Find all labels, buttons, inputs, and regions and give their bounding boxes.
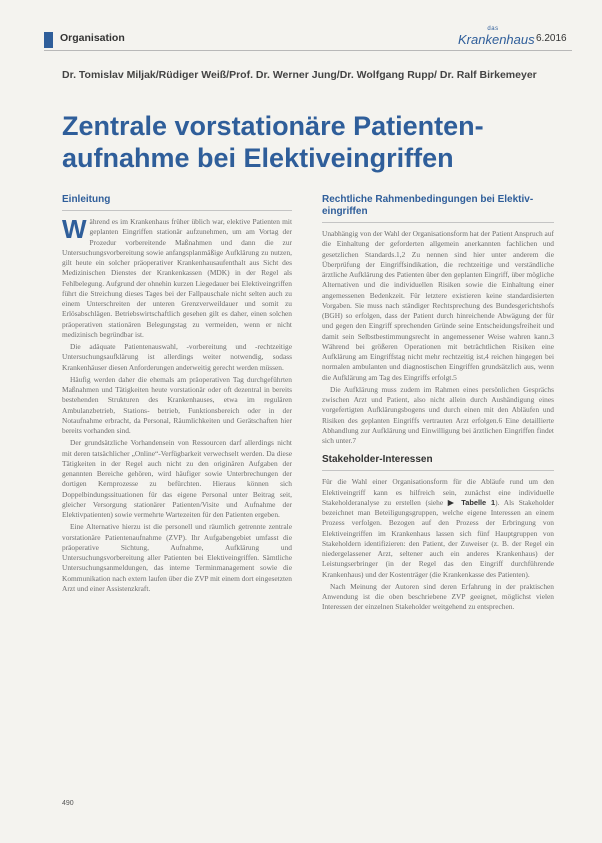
paragraph: Die adäquate Patientenauswahl, -vorbereitung und -rechtzeitige Untersuchungsaufklärung ist allerdings weiter notwendig, sodass Krankenhäuser diesen Anforderungen anderweitig gerecht werden müssen. xyxy=(62,342,292,372)
paragraph-text: ährend es im Krankenhaus früher üblich war, elektive Patienten mit geplanten Eingriffen stationär aufzunehmen, um am Vortag der Prozedur vorbereitende Maßnahmen und dann die zur Untersuchungsvorbereitung sowie anfangsplanmäßige Aufklärung zu nutzen, gilt heute ein solcher präoperativer Krankenhausaufenthalt aus Sicht des Medizinischen Dienstes der Krankenkassen (MDK) in der Regel als Fehlbelegung. Aufgrund der ohnehin kurzen Liegedauer bei Elektiveingriffen führt die Streichung dieses Tages bei der Fallpauschale nicht selten auch zu einem Unterschreiten der unteren Grenzverweildauer und somit zu Erlösabschlägen. Betriebswirtschaftlich gesehen gilt es daher, einen solchen präoperativen stationären Belegungstag zu vermeiden, wenn er nicht medizinisch begründbar ist. xyxy=(62,217,292,339)
section-heading-stakeholder: Stakeholder-Interessen xyxy=(322,454,433,466)
section-heading-rechtliche: Rechtliche Rahmenbedingungen bei Elektiv-eingriffen xyxy=(322,194,534,217)
paragraph-text: Für die Wahl einer Organisationsform für die Abläufe rund um den Elektiveingriff kann es hilfreich sein, zunächst eine individuelle Stakeholderanalyse zu erstellen (siehe xyxy=(322,477,554,507)
section-rule xyxy=(322,470,554,471)
brand-prefix: das xyxy=(487,26,499,32)
section-heading-einleitung: Einleitung xyxy=(62,194,111,205)
issue-number: 6.2016 xyxy=(536,33,567,44)
section-rule xyxy=(62,210,292,211)
paragraph-text: ). Als Stakeholder bezeichnet man Beteiligungsgruppen, welche eigene Interessen an einem Prozess verfolgen. Bezogen auf den Prozess der Erbringung von Elektiveingriffen im Krankenhaus lassen sich fünf Hauptgruppen von Stakeholdern identifizieren: den Patient, der Zuweiser (z. B. der Regel ein niedergelassener Arzt, seltener auch ein anderes Krankenhaus) der Leistungserbringer (in der Regel das den Eingriff durchführende Krankenhaus) und der Kostenträger (die Krankenkasse des Patienten). xyxy=(322,497,554,579)
paragraph: Unabhängig von der Wahl der Organisationsform hat der Patient Anspruch auf die Einhaltung der geforderten allgemein anerkannten fachlichen und gesetzlichen Standards.1,2 Zu nennen sind hier unter anderem die Überprüfung der Eingriffsindikation, die rechtzeitige und verständliche ärztliche Aufklärung des Patienten über den geplanten Eingriff, über mögliche Alternativen und die individuellen Risiken sowie die Einhaltung einer angemessenen Bedenkzeit. Für letztere existieren keine standardisierten Vorgaben. Sie muss nach ständiger Rechtsprechung des Bundesgerichtshofs (BGH) so erfolgen, dass der Patient durch hinreichende Abwägung der für und gegen den Eingriff sprechenden Gründe seine Entscheidungsfreiheit und damit sein Selbstbestimmungsrecht in angemessener Weise wahren kann.3 Während bei größeren Operationen mit beträchtlichen Risiken eine Aufklärung am Eingriffstag nicht mehr rechtzeitig ist,4 reichen hingegen bei normalen ambulanten und diagnostischen Eingriffen grundsätzlich aus, wenn die Aufklärung am Tag des Eingriffs erfolgt.5 xyxy=(322,229,554,382)
paragraph: Der grundsätzliche Vorhandensein von Ressourcen darf allerdings nicht mit deren tatsächlicher „Online“-Verfügbarkeit verwechselt werden. Da diese Tätigkeiten in der Regel auch nicht zu den originären Aufgaben der genannten Bereiche gehören, wird häufiger sowie Unterbrechungen der dortigen Kernprozesse zu befürchten. Hieraus können sich Doppelbindungssituationen für das eigene Personal unter Beitrag seit, gleicher Versorgung stationärer Patienten/Visite und Aufnahme der Elektivpatienten) sowie vermehrte Wartezeiten für den Patienten ergeben. xyxy=(62,438,292,519)
right-column xyxy=(322,194,554,615)
paragraph xyxy=(322,477,554,580)
brand-name: Krankenhaus xyxy=(458,32,535,47)
header-rule xyxy=(44,50,572,51)
section-marker xyxy=(44,32,53,48)
brand-logo xyxy=(458,26,535,52)
drop-cap: W xyxy=(62,214,87,244)
paragraph: Die Aufklärung muss zudem im Rahmen eines persönlichen Gesprächs zwischen Arzt und Patient, also nicht allein durch Aushändigung eines vorgefertigten Aufklärungsbogens und durch einen mit den Abläufen und Risiken des geplanten Eingriffs vertrauten Arzt erfolgen.6 Eine detaillierte Abhandlung zur Aufklärung und Einwilligung bei ärztlichen Eingriffen findet sich unter.7 xyxy=(322,384,554,445)
left-column xyxy=(62,194,292,596)
authors: Dr. Tomislav Miljak/Rüdiger Weiß/Prof. Dr. Werner Jung/Dr. Wolfgang Rupp/ Dr. Ralf Birkemeyer xyxy=(62,69,537,81)
paragraph: Häufig werden daher die ehemals am präoperativen Tag durchgeführten Maßnahmen und Tätigkeiten heute vorstationär oder oft dezentral in bereits bestehenden Strukturen des Krankenhauses, etwa im regulären Ambulanzbetrieb, Stations- betrieb, Funktionsbereich oder in der Notaufnahme erbracht, da Personal, Räumlichkeiten und Gerätschaften hier bereits vorhanden sind. xyxy=(62,374,292,435)
paragraph xyxy=(62,214,292,340)
table-reference-link[interactable]: ▶ Tabelle 1 xyxy=(447,497,496,507)
paragraph: Eine Alternative hierzu ist die personell und räumlich getrennte zentrale vorstationäre Patientenaufnahme (ZVP). Ihr Aufgabengebiet umfasst die präoperative Sichtung, Aufnahme, Aufklärung und Untersuchungsvorbereitung aller Patienten bei Elektiveingriffen. Sämtliche Untersuchungsanmeldungen, das interne Terminmanagement sowie die Kommunikation nach extern laufen über die ZVP mit einem dort eingesetzten Arzt und einer Assistenzkraft. xyxy=(62,522,292,593)
section-label: Organisation xyxy=(60,32,125,44)
article-title: Zentrale vorstationäre Patienten-aufnahme bei Elektiveingriffen xyxy=(62,111,484,173)
section-rule xyxy=(322,222,554,223)
paragraph: Nach Meinung der Autoren sind deren Erfahrung in der praktischen Anwendung ist die oben beschriebene ZVP geeignet, möglichst vielen Interessen der einzelnen Stakeholder weitgehend zu entsprechen. xyxy=(322,581,554,612)
page-number: 490 xyxy=(62,800,74,807)
